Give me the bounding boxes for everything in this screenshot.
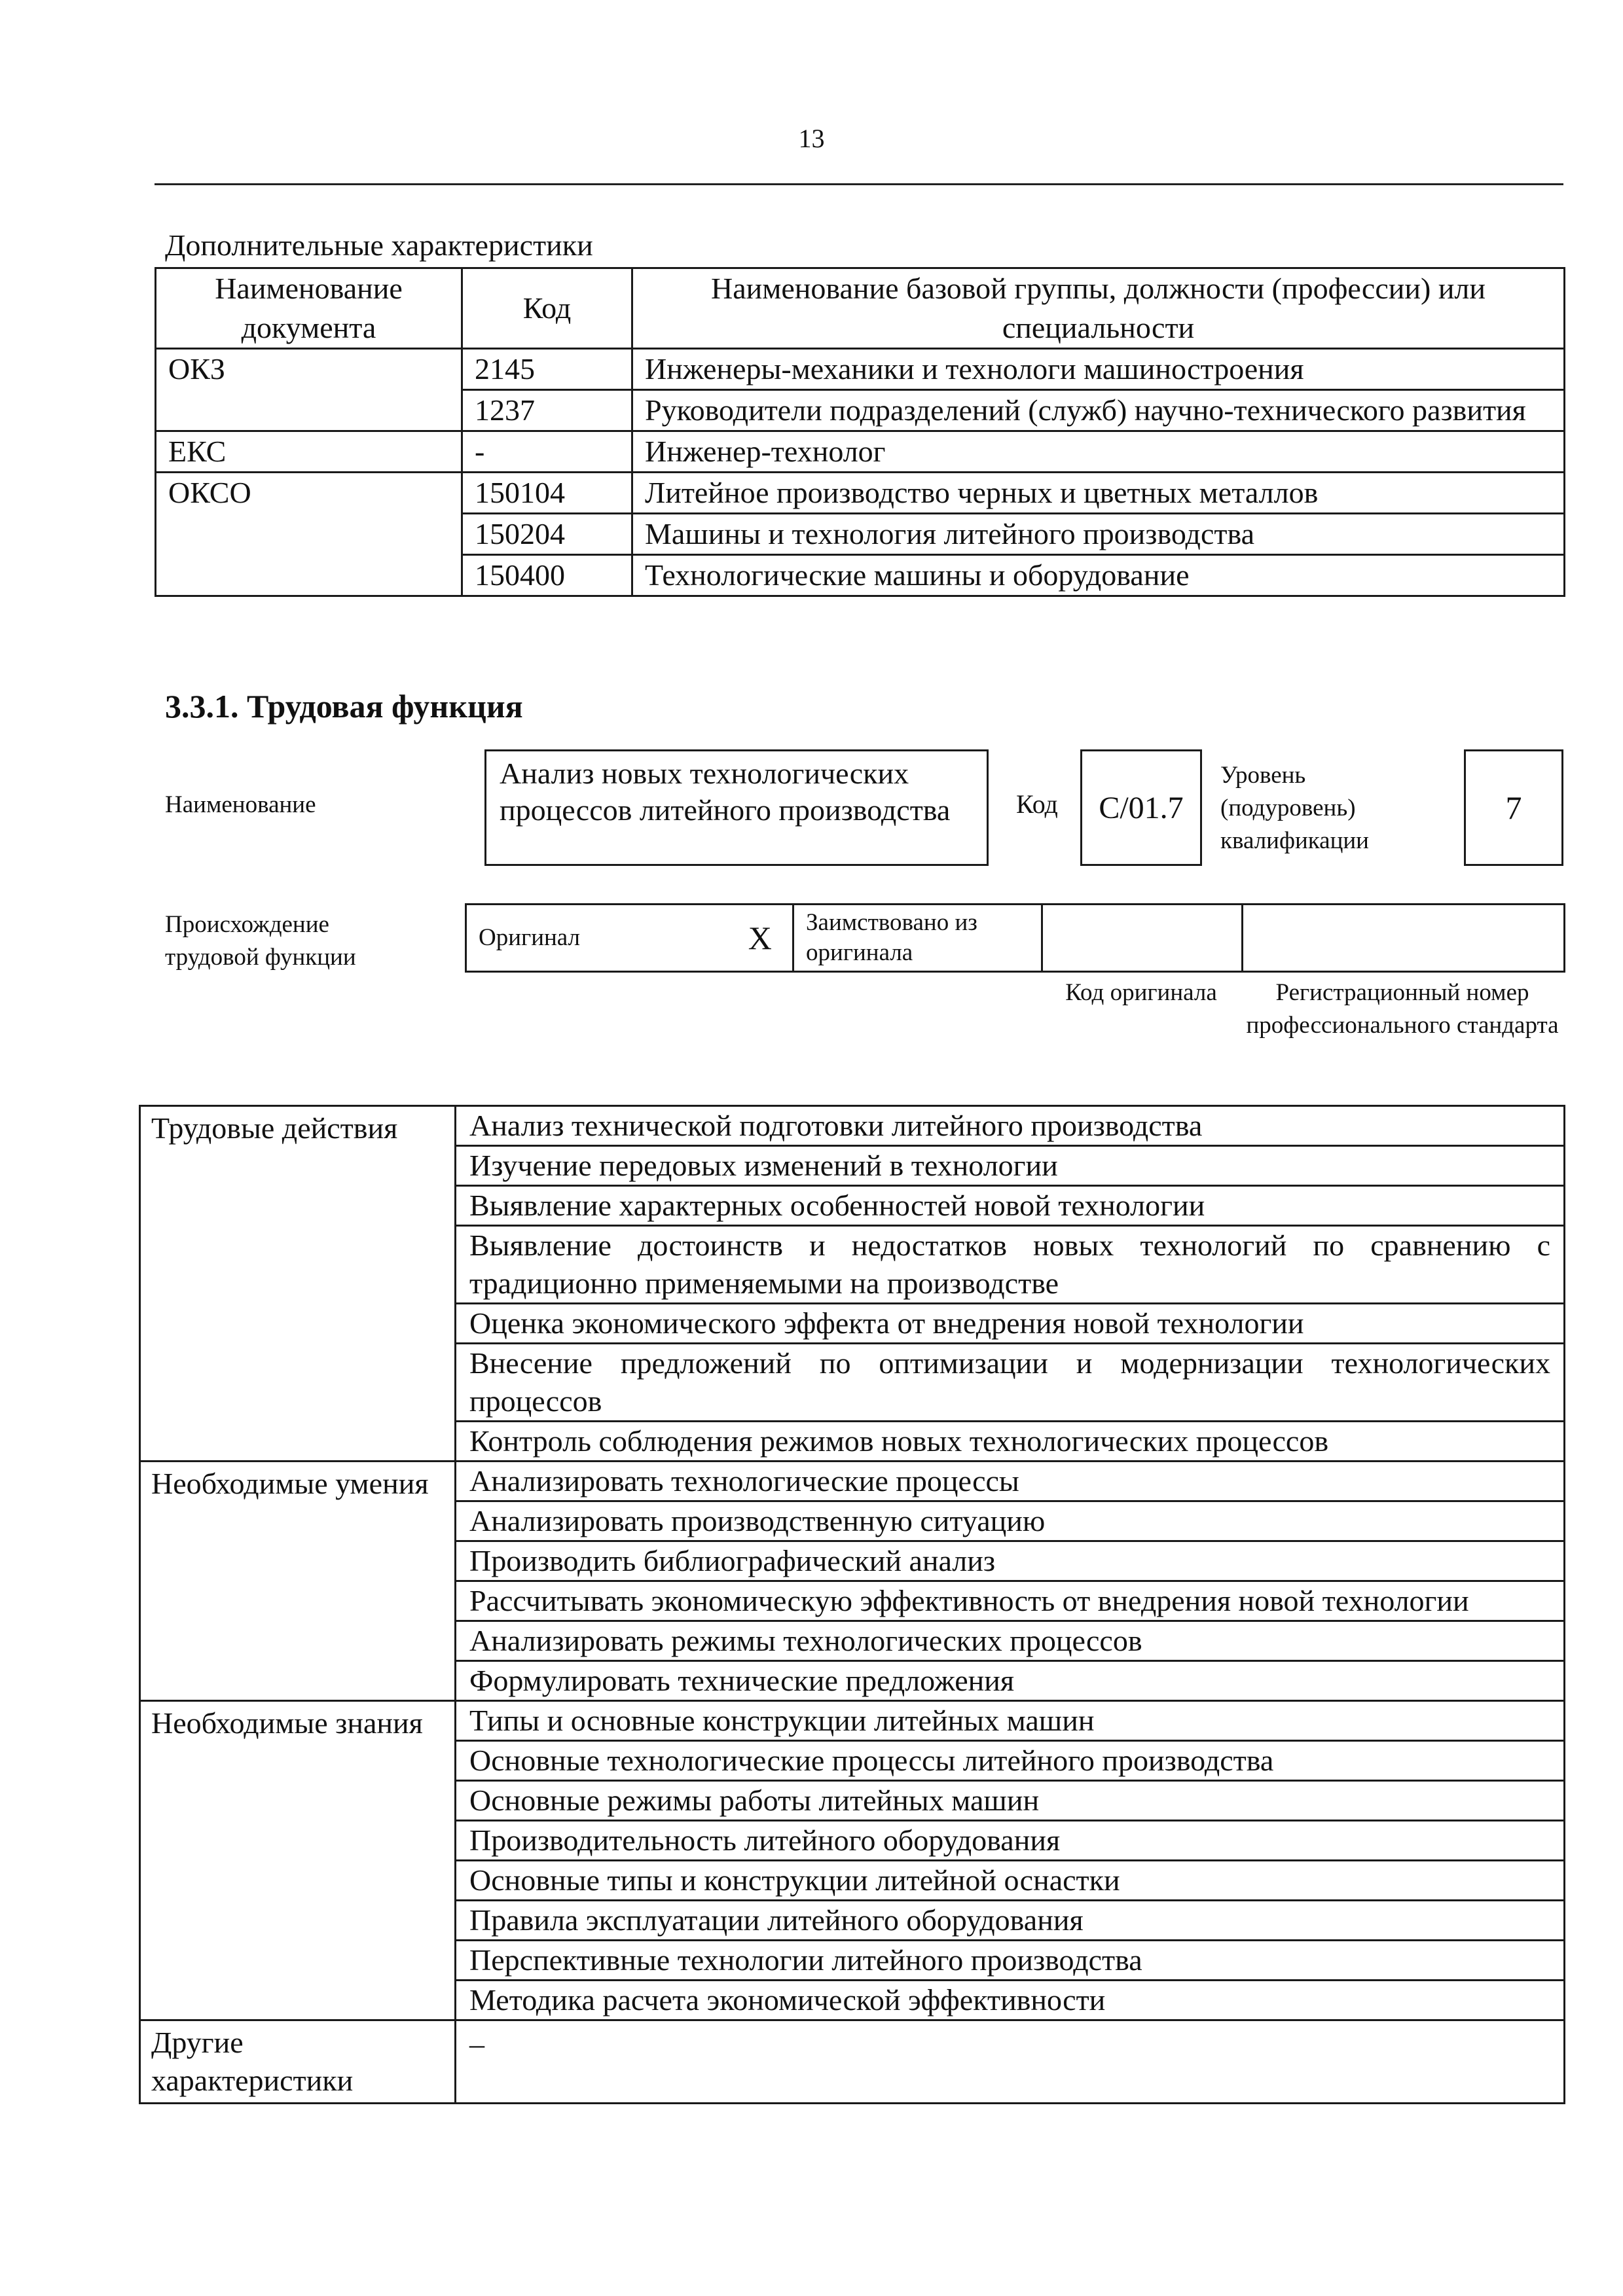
action-item: Изучение передовых изменений в технологии bbox=[456, 1146, 1565, 1186]
table-header-row bbox=[156, 268, 1565, 349]
origin-reg-number-cell bbox=[1243, 905, 1565, 972]
table-row bbox=[156, 473, 1565, 514]
extra-characteristics-title: Дополнительные характеристики bbox=[165, 228, 593, 262]
knowledge-item: Основные режимы работы литейных машин bbox=[456, 1781, 1565, 1821]
skill-item: Рассчитывать экономическую эффективность от внедрения новой технологии bbox=[456, 1581, 1565, 1621]
skill-item: Производить библиографический анализ bbox=[456, 1541, 1565, 1581]
knowledge-item: Основные технологические процессы литейного производства bbox=[456, 1741, 1565, 1781]
actions-label: Трудовые действия bbox=[140, 1106, 456, 1462]
knowledge-item: Перспективные технологии литейного производства bbox=[456, 1941, 1565, 1981]
skill-item: Анализировать производственную ситуацию bbox=[456, 1501, 1565, 1541]
other-label: Другие характеристики bbox=[140, 2020, 456, 2104]
code-cell: 150400 bbox=[462, 555, 632, 596]
skills-label: Необходимые умения bbox=[140, 1462, 456, 1701]
doc-cell: ОКЗ bbox=[156, 349, 462, 431]
table-row bbox=[140, 1701, 1565, 1741]
knowledge-item: Методика расчета экономической эффективности bbox=[456, 1981, 1565, 2020]
origin-reg-caption: Регистрационный номер профессионального стандарта bbox=[1246, 979, 1559, 1039]
other-value: – bbox=[456, 2020, 1565, 2104]
origin-mark: X bbox=[728, 905, 793, 972]
code-cell: 1237 bbox=[462, 390, 632, 431]
function-name-label: Наименование bbox=[165, 791, 316, 818]
name-cell: Литейное производство черных и цветных металлов bbox=[632, 473, 1565, 514]
name-cell: Машины и технология литейного производства bbox=[632, 514, 1565, 555]
function-name-box: Анализ новых технологических процессов литейного производства bbox=[484, 749, 989, 866]
doc-cell: ОКСО bbox=[156, 473, 462, 596]
qualification-level-label: Уровень (подуровень) квалификации bbox=[1220, 762, 1369, 854]
action-item: Внесение предложений по оптимизации и модернизации технологических процессов bbox=[456, 1344, 1565, 1422]
name-cell: Инженер-технолог bbox=[632, 431, 1565, 473]
origin-code-caption: Код оригинала bbox=[1065, 979, 1217, 1006]
skill-item: Анализировать режимы технологических процессов bbox=[456, 1621, 1565, 1661]
origin-original-cell: Оригинал bbox=[466, 905, 728, 972]
action-item: Анализ технической подготовки литейного производства bbox=[456, 1106, 1565, 1146]
header-code: Код bbox=[462, 268, 632, 349]
table-row bbox=[140, 2020, 1565, 2104]
skill-item: Анализировать технологические процессы bbox=[456, 1462, 1565, 1501]
code-cell: 150104 bbox=[462, 473, 632, 514]
name-cell: Руководители подразделений (служб) научно-технического развития bbox=[632, 390, 1565, 431]
skill-item: Формулировать технические предложения bbox=[456, 1661, 1565, 1701]
action-item: Выявление достоинств и недостатков новых технологий по сравнению с традиционно применяемыми на производстве bbox=[456, 1226, 1565, 1304]
table-row bbox=[156, 431, 1565, 473]
table-row bbox=[140, 1462, 1565, 1501]
code-cell: - bbox=[462, 431, 632, 473]
knowledge-item: Основные типы и конструкции литейной оснастки bbox=[456, 1861, 1565, 1901]
doc-cell: ЕКС bbox=[156, 431, 462, 473]
origin-borrowed-cell: Заимствовано из оригинала bbox=[793, 905, 1042, 972]
function-code-box: C/01.7 bbox=[1080, 749, 1202, 866]
knowledge-label: Необходимые знания bbox=[140, 1701, 456, 2020]
origin-label: Происхождение трудовой функции bbox=[165, 911, 356, 971]
page-number: 13 bbox=[798, 124, 825, 153]
header-name: Наименование базовой группы, должности (профессии) или специальности bbox=[632, 268, 1565, 349]
labor-function-table bbox=[139, 1105, 1565, 2104]
action-item: Контроль соблюдения режимов новых технологических процессов bbox=[456, 1422, 1565, 1462]
extra-characteristics-table bbox=[155, 267, 1565, 597]
knowledge-item: Производительность литейного оборудования bbox=[456, 1821, 1565, 1861]
name-cell: Инженеры-механики и технологи машиностроения bbox=[632, 349, 1565, 390]
knowledge-item: Правила эксплуатации литейного оборудования bbox=[456, 1901, 1565, 1941]
origin-code-cell bbox=[1042, 905, 1243, 972]
header-rule bbox=[155, 183, 1563, 185]
code-cell: 150204 bbox=[462, 514, 632, 555]
table-row bbox=[140, 1106, 1565, 1146]
qualification-level-box: 7 bbox=[1464, 749, 1563, 866]
header-doc: Наименование документа bbox=[156, 268, 462, 349]
table-row bbox=[156, 349, 1565, 390]
code-cell: 2145 bbox=[462, 349, 632, 390]
name-cell: Технологические машины и оборудование bbox=[632, 555, 1565, 596]
knowledge-item: Типы и основные конструкции литейных машин bbox=[456, 1701, 1565, 1741]
labor-function-heading: 3.3.1. Трудовая функция bbox=[165, 688, 523, 725]
function-code-label: Код bbox=[1016, 789, 1058, 819]
action-item: Оценка экономического эффекта от внедрения новой технологии bbox=[456, 1304, 1565, 1344]
origin-table bbox=[465, 903, 1565, 973]
action-item: Выявление характерных особенностей новой технологии bbox=[456, 1186, 1565, 1226]
